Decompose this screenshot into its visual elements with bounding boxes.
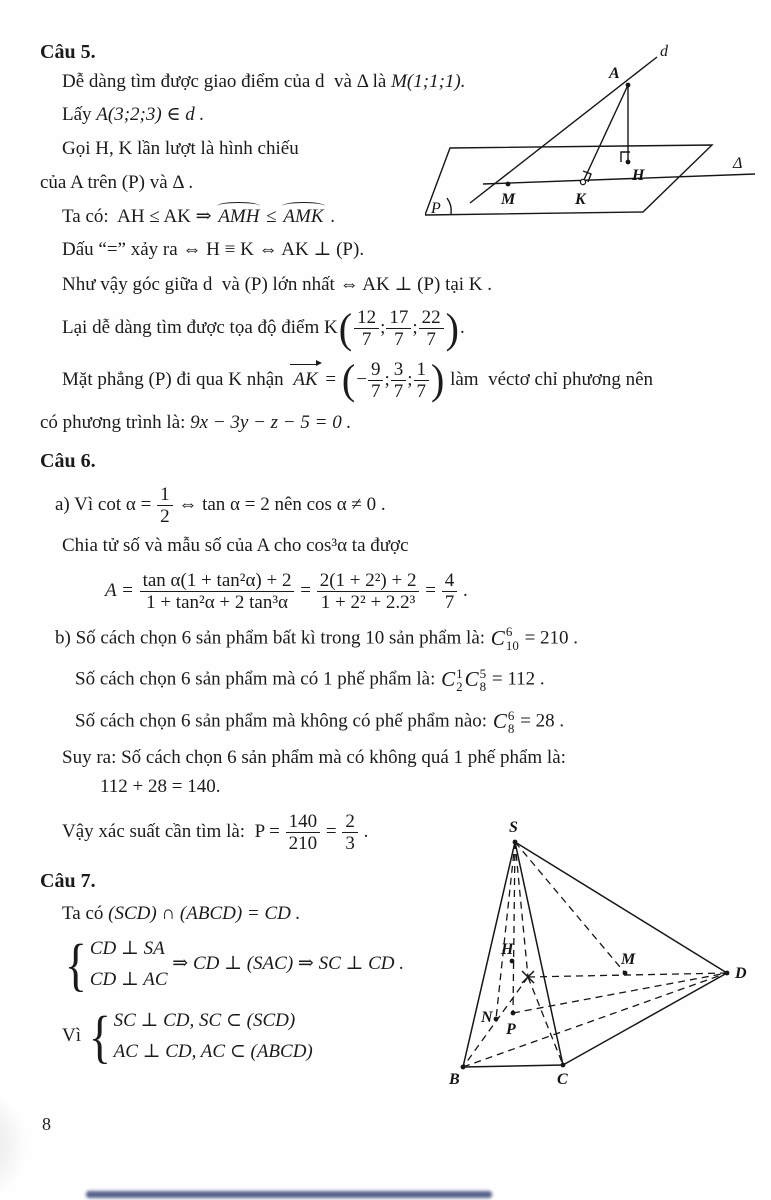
label-delta: Δ [733,155,743,172]
cau6-suyra: Suy ra: Số cách chọn 6 sản phẩm mà có không quá 1 phế phẩm là: [62,747,566,769]
label-H: H [501,941,514,958]
system2-row2: AC ⊥ CD, AC ⊂ (ABCD) [113,1040,313,1062]
edge-SC [515,842,563,1065]
widehat-AMK: AMK [283,206,324,228]
point-S [513,840,518,845]
point-A-coords: A(3;2;3) ∈ d . [96,104,205,126]
point-B [461,1065,466,1070]
plane-P [425,145,712,215]
combination-C10-6: C 6 10 [490,623,519,653]
fraction-4-7: $\frac{4}{7}$ [441,570,459,614]
fraction-tan-expr: $\frac{\text{tan α(1 + tan²α) + 2}}{\text{1 + tan²α + 2 tan³α}}$ [139,570,296,614]
scrollbar-thumb[interactable] [86,1191,492,1198]
widehat-AMH: AMH [218,206,260,228]
vector-AK: AK [290,369,320,390]
cau5-line9: Mặt phẳng (P) đi qua K nhận AK = (− $\frac{9}{7}$ ; $\frac{3}{7}$ ; $\frac{1}{7}$ ) làm véctơ chỉ phương nên [62,356,654,404]
cau5-line8: Lại dễ dàng tìm được tọa độ điểm K( $\frac{12}{7}$ ; $\frac{17}{7}$ ; $\frac{22}{7}$ ). [62,304,465,353]
line-delta [483,174,755,184]
cau5-line7: Như vậy góc giữa d và (P) lớn nhất ⇔ AK ⊥ (P) tại K . [62,274,493,296]
label-P: P [506,1021,516,1038]
cau6-line-b: b) Số cách chọn 6 sản phẩm bất kì trong 10 sản phẩm là: C 6 10 = 210 . [55,623,579,653]
angle-arc-P [447,198,451,214]
fraction-140-210: $\frac{140}{210}$ [285,811,322,855]
cau6-line-1pp: Số cách chọn 6 sản phẩm mà có 1 phế phẩm là: C 1 2 C 5 8 = 112 . [75,665,545,695]
cau7-system1: { CD ⊥ SA CD ⊥ AC ⇒ CD ⊥ (SAC) ⇒ SC ⊥ CD . [64,931,405,997]
point-A [626,83,631,88]
point-M-coords: M(1;1;1). [391,71,466,93]
point-M [623,971,628,976]
point-K [580,179,585,184]
label-P: P [431,200,441,217]
point-H [510,959,515,964]
cau7-pyramid-diagram [445,812,771,1104]
cau6-probability: Vậy xác suất cần tìm là: P = $\frac{140}{210}$ = $\frac{2}{3}$ . [62,811,369,855]
edge-CD [563,973,727,1065]
plane-equation: 9x − 3y − z − 5 = 0 . [190,412,352,434]
label-S: S [509,819,518,836]
cau5-line3: Gọi H, K lần lượt là hình chiếu [62,138,299,160]
dashed-BD [463,973,727,1067]
fraction-1-2: $\frac{1}{2}$ [156,484,174,528]
point-H [626,160,631,165]
dashed-SM [515,842,625,973]
combination-C8-6: C 6 8 [492,707,515,737]
segment-AK [583,85,628,182]
label-B: B [449,1071,460,1088]
cau6-formula-A: A = $\frac{\text{tan α(1 + tan²α) + 2}}{\text{1 + tan²α + 2 tan³α}}$ = $\frac{\text{2(1 + 2²) + 2}}{\text{1 + 2² + 2.2³}}$ = $\frac{4}{7}$ . [105,570,468,614]
label-K: K [575,191,586,208]
combination-C2-1: C 1 2 [441,665,463,695]
cau6-heading: Câu 6. [40,450,96,473]
label-H: H [632,167,645,184]
cau6-line1: a) Vì cot α = $\frac{1}{2}$ ⇔ tan α = 2 nên cos α ≠ 0 . [55,483,386,527]
dashed-SN [496,842,515,1019]
label-d: d [660,43,668,60]
point-C [561,1063,566,1068]
cau7-system2: Vì { SC ⊥ CD, SC ⊂ (SCD) AC ⊥ CD, AC ⊂ (ABCD) [62,1003,313,1069]
dashed-SA [515,842,528,977]
cau5-line1: Dễ dàng tìm được giao điểm của d và Δ là M(1;1;1). [62,71,466,93]
system2-row1: SC ⊥ CD, SC ⊂ (SCD) [113,1009,296,1031]
cau6-line-0pp: Số cách chọn 6 sản phẩm mà không có phế phẩm nào: C 6 8 = 28 . [75,707,565,737]
cau5-line4: của A trên (P) và Δ . [40,172,194,194]
page-number: 8 [42,1114,51,1134]
fraction-17-7: $\frac{17}{7}$ [385,307,412,351]
scan-shadow [0,1090,28,1200]
point-N [494,1017,499,1022]
cau5-line6: Dấu “=” xảy ra ⇔ H ≡ K ⇔ AK ⊥ (P). [62,239,365,261]
label-C: C [557,1071,568,1088]
fraction-3-7: $\frac{3}{7}$ [390,359,408,403]
combination-C8-5: C 5 8 [464,665,487,695]
system1-row2: CD ⊥ AC [89,968,168,990]
cau5-heading: Câu 5. [40,41,96,63]
edge-BC [463,1065,563,1067]
point-D [725,971,730,976]
fraction-numeric-expr: $\frac{\text{2(1 + 2²) + 2}}{\text{1 + 2² + 2.2³}}$ [316,570,421,614]
fraction-12-7: $\frac{12}{7}$ [353,307,380,351]
system1-row1: CD ⊥ SA [89,937,165,959]
cau5-line2: Lấy A(3;2;3) ∈ d . [62,104,205,126]
label-A: A [609,65,620,82]
dashed-AD [528,973,727,977]
dashed-AC [528,977,563,1065]
cau5-plane-diagram [425,38,771,234]
cau6-line2: Chia tử số và mẫu số của A cho cos³α ta được [62,535,409,557]
point-M [506,182,511,187]
system1-conclusion: ⇒ CD ⊥ (SAC) ⇒ SC ⊥ CD . [167,953,405,975]
cau5-line10: có phương trình là: 9x − 3y − z − 5 = 0 . [40,412,352,434]
cau7-line1: Ta có (SCD) ∩ (ABCD) = CD . [62,902,301,924]
cau6-sum: 112 + 28 = 140. [100,776,221,798]
label-M: M [501,191,516,208]
label-M: M [621,951,636,968]
cau7-heading: Câu 7. [40,869,96,892]
fraction-9-7: $\frac{9}{7}$ [367,359,385,403]
fraction-1-7: $\frac{1}{7}$ [413,359,431,403]
fraction-2-3: $\frac{2}{3}$ [341,811,359,855]
cau5-line5: Ta có: AH ≤ AK ⇒ AMH ≤ AMK . [62,206,336,228]
point-P [511,1011,516,1016]
label-N: N [481,1009,493,1026]
fraction-22-7: $\frac{22}{7}$ [418,307,445,351]
dashed-SP [513,842,515,1013]
label-D: D [735,965,747,982]
